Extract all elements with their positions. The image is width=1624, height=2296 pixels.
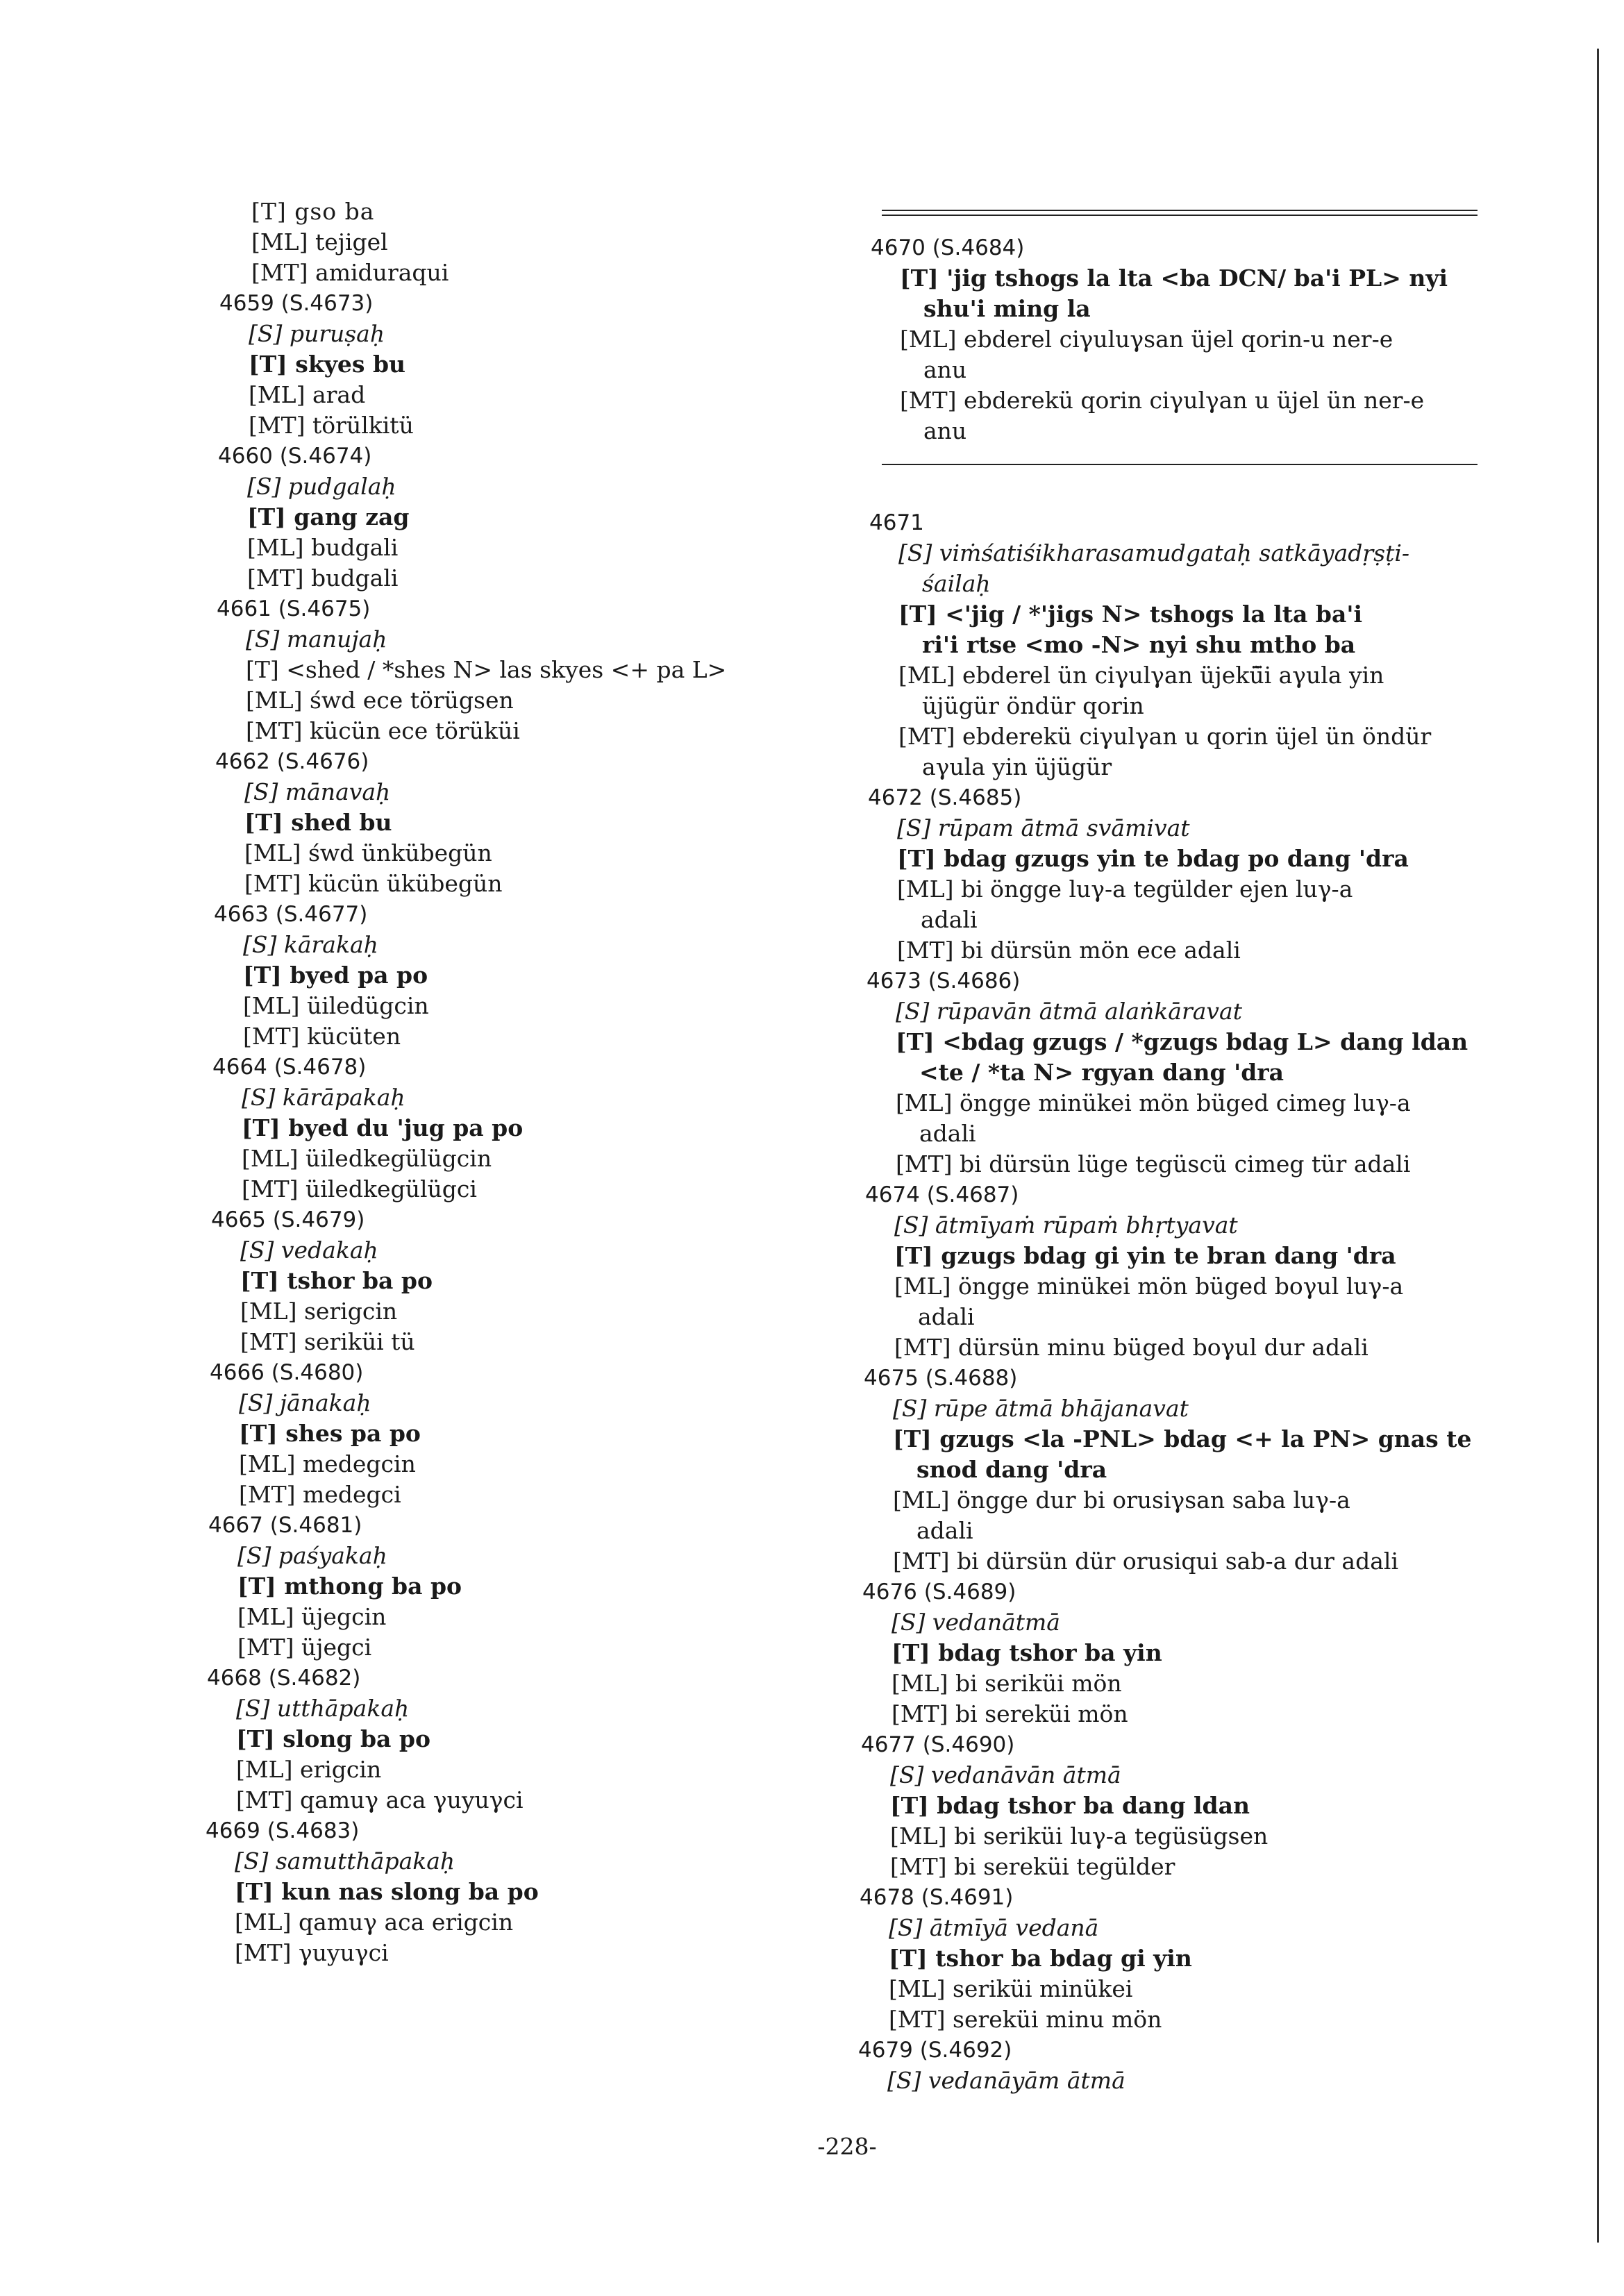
section-divider-top: [882, 210, 1477, 216]
entry-line: [ML] qamuγ aca erigcin: [235, 1909, 514, 1936]
entry-line: [MT] bi sereküi tegülder: [890, 1853, 1175, 1880]
entry-line: [MT] üiledkegülügci: [242, 1175, 477, 1203]
entry-line: [ML] arad: [249, 381, 366, 408]
entry-line: [MT] kücün ükübegün: [244, 870, 503, 897]
entry-number: 4667 (S.4681): [208, 1513, 362, 1538]
entry-number: 4674 (S.4687): [865, 1182, 1019, 1207]
entry-number: 4675 (S.4688): [864, 1366, 1018, 1391]
entry-line: [S] utthāpakaḥ: [236, 1695, 410, 1722]
entry-line: [T] gso ba: [251, 198, 375, 225]
entry-number: 4671: [869, 510, 924, 535]
entry-line: [S] kārakaḥ: [243, 931, 378, 958]
entry-line-continued: adali: [918, 1303, 975, 1330]
entry-line: [T] bdag tshor ba yin: [891, 1639, 1162, 1666]
entry-line: [ML] tejigel: [251, 228, 388, 255]
entry-line: [S] rūpavān ātmā alaṅkāravat: [896, 998, 1242, 1025]
entry-line: [T] gzugs <la -PNL> bdag <+ la PN> gnas te: [893, 1425, 1472, 1452]
entry-line-continued: <te / *ta N> rgyan dang 'dra: [919, 1059, 1284, 1086]
entry-number: 4673 (S.4686): [867, 969, 1021, 994]
entry-line: [MT] γuyuγci: [235, 1939, 389, 1966]
entry-line: [T] slong ba po: [236, 1725, 430, 1752]
entry-line-continued: aγula yin üjügür: [922, 753, 1112, 780]
entry-line: [MT] seriküi tü: [240, 1328, 415, 1355]
entry-number: 4661 (S.4675): [217, 596, 371, 621]
entry-line: [ML] ebderel ün ciγulγan üjekü̈i aγula yin: [898, 662, 1384, 689]
entry-line: [MT] bi sereküi mön: [891, 1700, 1128, 1727]
entry-line: [MT] medegci: [239, 1481, 401, 1508]
entry-line: [S] pudgalaḥ: [247, 473, 396, 500]
entry-line: [MT] budgali: [247, 564, 399, 592]
entry-line-continued: üjügür öndür qorin: [922, 692, 1144, 719]
entry-line: [T] byed du 'jug pa po: [242, 1114, 524, 1141]
page-edge-line: [1597, 49, 1599, 2243]
entry-line: [ML] śwd ünkübegün: [244, 839, 492, 866]
entry-line: [S] vedanātmā: [891, 1609, 1060, 1636]
entry-line: [S] rūpam ātmā svāmivat: [897, 814, 1190, 841]
entry-line: [S] kārāpakaḥ: [242, 1084, 405, 1111]
entry-line: [T] gzugs bdag gi yin te bran dang 'dra: [894, 1242, 1396, 1269]
entry-number: 4660 (S.4674): [218, 444, 372, 469]
entry-number: 4662 (S.4676): [215, 749, 369, 774]
entry-line-continued: adali: [921, 906, 978, 933]
entry-line: [MT] sereküi minu mön: [889, 2006, 1162, 2033]
entry-line: [ML] üiledügcin: [243, 992, 429, 1019]
entry-line: [S] vedanāvān ātmā: [890, 1761, 1121, 1788]
entry-number: 4676 (S.4689): [862, 1579, 1016, 1604]
entry-line: [T] kun nas slong ba po: [235, 1878, 539, 1905]
entry-number: 4670 (S.4684): [871, 235, 1025, 260]
entry-line: [S] viṁśatiśikharasamudgataḥ satkāyadṛṣṭi-: [898, 539, 1410, 567]
entry-line: [T] tshor ba po: [240, 1267, 433, 1294]
entry-line: [S] ātmīyā vedanā: [889, 1914, 1099, 1941]
entry-line: [ML] üjegcin: [237, 1603, 387, 1630]
entry-line: [S] vedanāyām ātmā: [887, 2067, 1125, 2094]
entry-number: 4669 (S.4683): [206, 1818, 360, 1843]
entry-line: [S] ātmīyaṁ rūpaṁ bhṛtyavat: [894, 1212, 1238, 1239]
entry-line: [T] skyes bu: [249, 351, 406, 378]
entry-line: [MT] ebderekü qorin ciγulγan u üjel ün ner-e: [900, 387, 1425, 414]
entry-line: [MT] ebderekü ciγulγan u qorin üjel ün öndür: [898, 723, 1432, 750]
entry-number: 4678 (S.4691): [860, 1885, 1014, 1910]
entry-number: 4668 (S.4682): [207, 1666, 361, 1691]
entry-line: [T] gang zag: [247, 503, 410, 530]
entry-line: [T] bdag tshor ba dang ldan: [890, 1792, 1250, 1819]
entry-number: 4677 (S.4690): [861, 1732, 1015, 1757]
entry-line: [ML] erigcin: [236, 1756, 382, 1783]
entry-line: [ML] śwd ece törügsen: [246, 687, 514, 714]
entry-line: [T] shed bu: [244, 809, 392, 836]
entry-line: [MT] bi dürsün mön ece adali: [897, 937, 1241, 964]
entry-line: [MT] bi dürsün lüge tegüscü cimeg tür adali: [896, 1150, 1411, 1178]
entry-line: [MT] amiduraqui: [251, 259, 449, 286]
entry-line-continued: śailaḥ: [922, 570, 991, 597]
entry-line-continued: adali: [916, 1517, 973, 1544]
entry-line: [ML] bi seriküi luγ-a tegüsügsen: [890, 1822, 1269, 1850]
entry-line: [T] 'jig tshogs la lta <ba DCN/ ba'i PL> nyi: [900, 265, 1448, 292]
entry-line: [T] byed pa po: [243, 962, 428, 989]
section-divider-bottom: [882, 464, 1477, 465]
entry-line: [MT] üjegci: [237, 1634, 372, 1661]
entry-line: [ML] budgali: [247, 534, 399, 561]
entry-line: [ML] bi seriküi mön: [891, 1670, 1122, 1697]
entry-number: 4663 (S.4677): [214, 902, 368, 927]
entry-line: [S] puruṣaḥ: [249, 320, 385, 347]
entry-line: [S] jānakaḥ: [239, 1389, 371, 1416]
entry-line-continued: shu'i ming la: [923, 295, 1091, 322]
entry-number: 4659 (S.4673): [219, 291, 374, 316]
entry-line-continued: adali: [919, 1120, 976, 1147]
entry-line: [ML] bi öngge luγ-a tegülder ejen luγ-a: [897, 875, 1353, 903]
entry-line: [S] rūpe ātmā bhājanavat: [893, 1395, 1189, 1422]
entry-line: [S] vedakaḥ: [240, 1237, 378, 1264]
entry-line: [S] samutthāpakaḥ: [235, 1847, 455, 1875]
entry-line: [ML] öngge minükei mön büged boγul luγ-a: [894, 1273, 1404, 1300]
entry-line: [MT] kücüten: [243, 1023, 401, 1050]
page-number: -228-: [817, 2133, 877, 2160]
entry-line: [T] <shed / *shes N> las skyes <+ pa L>: [246, 656, 727, 683]
entry-line: [ML] üiledkegülügcin: [242, 1145, 492, 1172]
entry-number: 4665 (S.4679): [211, 1207, 365, 1232]
entry-line: [T] bdag gzugs yin te bdag po dang 'dra: [897, 845, 1409, 872]
entry-line: [S] mānavaḥ: [244, 778, 391, 805]
entry-line: [ML] ebderel ciγuluγsan üjel qorin-u ner-e: [900, 326, 1393, 353]
entry-line: [ML] öngge dur bi orusiγsan saba luγ-a: [893, 1486, 1350, 1514]
entry-line: [ML] medegcin: [239, 1450, 416, 1477]
entry-line-continued: snod dang 'dra: [916, 1456, 1107, 1483]
entry-line: [MT] qamuγ aca γuyuγci: [236, 1786, 524, 1813]
entry-line-continued: ri'i rtse <mo -N> nyi shu mtho ba: [922, 631, 1356, 658]
entry-line: [MT] bi dürsün dür orusiqui sab-a dur adali: [893, 1548, 1399, 1575]
entry-line: [S] manujaḥ: [246, 626, 387, 653]
entry-line-continued: anu: [923, 356, 967, 383]
entry-number: 4664 (S.4678): [212, 1055, 367, 1080]
entry-number: 4672 (S.4685): [868, 785, 1022, 810]
entry-line: [ML] öngge minükei mön büged cimeg luγ-a: [896, 1089, 1411, 1116]
entry-line: [T] shes pa po: [239, 1420, 421, 1447]
entry-line: [MT] dürsün minu büged boγul dur adali: [894, 1334, 1368, 1361]
entry-line: [MT] törülkitü: [249, 412, 414, 439]
entry-number: 4666 (S.4680): [210, 1360, 364, 1385]
entry-line: [T] tshor ba bdag gi yin: [889, 1945, 1192, 1972]
entry-number: 4679 (S.4692): [858, 2038, 1012, 2063]
entry-line: [T] mthong ba po: [237, 1573, 462, 1600]
entry-line: [ML] serigcin: [240, 1298, 398, 1325]
entry-line: [T] <'jig / *'jigs N> tshogs la lta ba'i: [898, 601, 1363, 628]
entry-line: [S] paśyakaḥ: [237, 1542, 387, 1569]
entry-line: [T] <bdag gzugs / *gzugs bdag L> dang ldan: [896, 1028, 1468, 1055]
entry-line-continued: anu: [923, 417, 967, 444]
entry-line: [MT] kücün ece törüküi: [246, 717, 520, 744]
entry-line: [ML] seriküi minükei: [889, 1975, 1133, 2002]
